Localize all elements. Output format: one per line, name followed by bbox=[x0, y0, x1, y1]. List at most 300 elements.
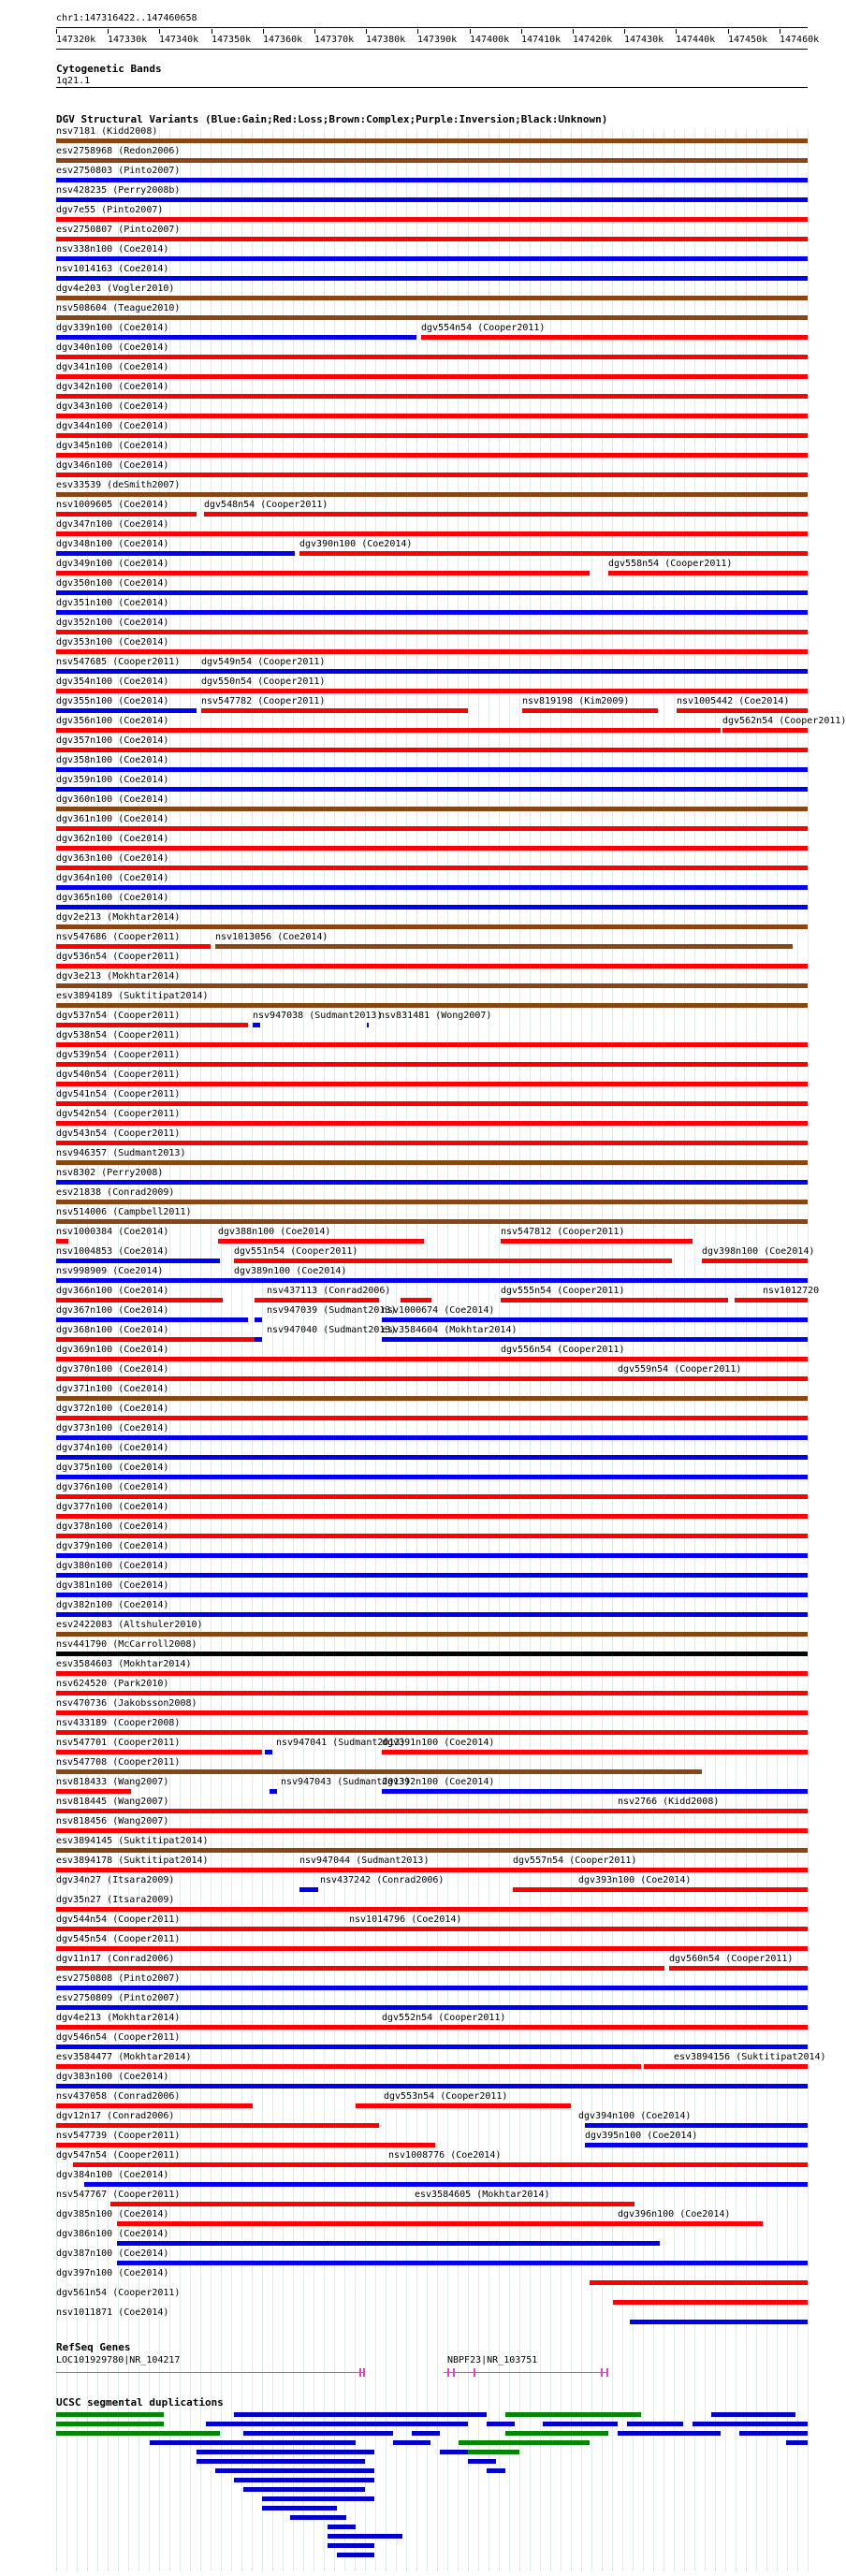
dgv-variant-bar[interactable] bbox=[56, 1553, 808, 1558]
dgv-variant-bar[interactable] bbox=[255, 1317, 262, 1322]
dgv-variant-label[interactable]: nsv1000384 (Coe2014) bbox=[56, 1227, 169, 1237]
dgv-variant-label[interactable]: dgv351n100 (Coe2014) bbox=[56, 598, 169, 608]
dgv-variant-bar[interactable] bbox=[56, 1298, 223, 1303]
dgv-variant-label[interactable]: dgv553n54 (Cooper2011) bbox=[384, 2091, 508, 2102]
dgv-variant-bar[interactable] bbox=[56, 885, 808, 890]
segdup-bar[interactable] bbox=[234, 2412, 468, 2417]
dgv-variant-bar[interactable] bbox=[56, 473, 808, 477]
dgv-variant-bar[interactable] bbox=[585, 2123, 808, 2128]
dgv-variant-label[interactable]: dgv4e213 (Mokhtar2014) bbox=[56, 2013, 181, 2023]
dgv-variant-label[interactable]: dgv2e213 (Mokhtar2014) bbox=[56, 912, 181, 923]
dgv-variant-label[interactable]: nsv1014163 (Coe2014) bbox=[56, 264, 169, 274]
dgv-variant-bar[interactable] bbox=[735, 1298, 808, 1303]
dgv-variant-bar[interactable] bbox=[608, 571, 808, 575]
dgv-variant-bar[interactable] bbox=[585, 2143, 808, 2147]
dgv-variant-label[interactable]: dgv359n100 (Coe2014) bbox=[56, 775, 169, 785]
dgv-variant-label[interactable]: dgv352n100 (Coe2014) bbox=[56, 618, 169, 628]
dgv-variant-label[interactable]: dgv379n100 (Coe2014) bbox=[56, 1541, 169, 1551]
dgv-variant-label[interactable]: dgv558n54 (Cooper2011) bbox=[608, 559, 733, 569]
dgv-variant-label[interactable]: dgv349n100 (Coe2014) bbox=[56, 559, 169, 569]
dgv-variant-label[interactable]: dgv559n54 (Cooper2011) bbox=[618, 1364, 742, 1375]
dgv-variant-label[interactable]: dgv546n54 (Cooper2011) bbox=[56, 2032, 181, 2043]
dgv-variant-bar[interactable] bbox=[56, 1357, 808, 1361]
dgv-variant-label[interactable]: dgv387n100 (Coe2014) bbox=[56, 2249, 169, 2259]
dgv-variant-bar[interactable] bbox=[56, 630, 808, 634]
dgv-variant-bar[interactable] bbox=[56, 512, 197, 517]
dgv-variant-label[interactable]: nsv1000674 (Coe2014) bbox=[382, 1305, 495, 1316]
dgv-variant-label[interactable]: dgv368n100 (Coe2014) bbox=[56, 1325, 169, 1335]
dgv-variant-bar[interactable] bbox=[215, 944, 793, 949]
dgv-variant-bar[interactable] bbox=[56, 551, 295, 556]
dgv-variant-bar[interactable] bbox=[56, 944, 211, 949]
dgv-variant-label[interactable]: dgv342n100 (Coe2014) bbox=[56, 382, 169, 392]
dgv-variant-bar[interactable] bbox=[382, 1337, 808, 1342]
dgv-variant-label[interactable]: dgv389n100 (Coe2014) bbox=[234, 1266, 347, 1276]
dgv-variant-bar[interactable] bbox=[56, 1828, 808, 1833]
dgv-variant-bar[interactable] bbox=[56, 1868, 808, 1872]
dgv-variant-bar[interactable] bbox=[56, 924, 808, 929]
dgv-variant-label[interactable]: nsv508604 (Teague2010) bbox=[56, 303, 181, 313]
segdup-bar[interactable] bbox=[243, 2431, 393, 2436]
dgv-variant-label[interactable]: dgv391n100 (Coe2014) bbox=[382, 1738, 495, 1748]
dgv-variant-label[interactable]: dgv367n100 (Coe2014) bbox=[56, 1305, 169, 1316]
segdup-bar[interactable] bbox=[206, 2422, 468, 2426]
dgv-variant-label[interactable]: dgv11n17 (Conrad2006) bbox=[56, 1954, 175, 1964]
dgv-variant-bar[interactable] bbox=[117, 2241, 660, 2246]
segdup-bar[interactable] bbox=[337, 2553, 374, 2557]
dgv-variant-label[interactable]: dgv395n100 (Coe2014) bbox=[585, 2131, 698, 2141]
dgv-variant-bar[interactable] bbox=[56, 256, 808, 261]
dgv-variant-label[interactable]: nsv7181 (Kidd2008) bbox=[56, 126, 158, 137]
dgv-variant-bar[interactable] bbox=[669, 1966, 808, 1971]
dgv-variant-bar[interactable] bbox=[56, 2005, 808, 2010]
dgv-variant-bar[interactable] bbox=[56, 983, 808, 988]
dgv-variant-bar[interactable] bbox=[56, 689, 808, 693]
dgv-variant-label[interactable]: dgv552n54 (Cooper2011) bbox=[382, 2013, 506, 2023]
dgv-variant-bar[interactable] bbox=[56, 335, 416, 340]
dgv-variant-label[interactable]: dgv544n54 (Cooper2011) bbox=[56, 1914, 181, 1925]
dgv-variant-label[interactable]: dgv350n100 (Coe2014) bbox=[56, 578, 169, 589]
dgv-variant-bar[interactable] bbox=[382, 1750, 808, 1754]
cytoband-label[interactable]: 1q21.1 bbox=[56, 76, 91, 86]
dgv-variant-bar[interactable] bbox=[367, 1023, 369, 1027]
dgv-variant-bar[interactable] bbox=[56, 571, 590, 575]
dgv-variant-label[interactable]: dgv560n54 (Cooper2011) bbox=[669, 1954, 794, 1964]
segdup-bar[interactable] bbox=[468, 2450, 519, 2454]
segdup-bar[interactable] bbox=[56, 2412, 164, 2417]
dgv-variant-bar[interactable] bbox=[56, 1710, 808, 1715]
dgv-variant-bar[interactable] bbox=[388, 2162, 808, 2167]
dgv-variant-bar[interactable] bbox=[56, 1848, 808, 1853]
dgv-variant-label[interactable]: nsv514006 (Campbell2011) bbox=[56, 1207, 192, 1217]
dgv-variant-label[interactable]: nsv947044 (Sudmant2013) bbox=[299, 1856, 430, 1866]
dgv-variant-bar[interactable] bbox=[84, 2182, 808, 2187]
dgv-variant-label[interactable]: dgv371n100 (Coe2014) bbox=[56, 1384, 169, 1394]
segdup-bar[interactable] bbox=[197, 2459, 365, 2464]
dgv-variant-label[interactable]: dgv538n54 (Cooper2011) bbox=[56, 1030, 181, 1041]
dgv-variant-label[interactable]: dgv539n54 (Cooper2011) bbox=[56, 1050, 181, 1060]
dgv-variant-label[interactable]: dgv344n100 (Coe2014) bbox=[56, 421, 169, 431]
dgv-variant-bar[interactable] bbox=[513, 1887, 808, 1892]
dgv-variant-bar[interactable] bbox=[56, 964, 808, 968]
dgv-variant-bar[interactable] bbox=[270, 1789, 277, 1794]
dgv-variant-bar[interactable] bbox=[299, 1887, 318, 1892]
dgv-variant-bar[interactable] bbox=[56, 158, 808, 163]
dgv-variant-label[interactable]: nsv1011871 (Coe2014) bbox=[56, 2307, 169, 2318]
segdup-bar[interactable] bbox=[468, 2459, 496, 2464]
segdup-bar[interactable] bbox=[505, 2431, 608, 2436]
dgv-variant-label[interactable]: dgv381n100 (Coe2014) bbox=[56, 1580, 169, 1591]
dgv-variant-label[interactable]: nsv946357 (Sudmant2013) bbox=[56, 1148, 186, 1158]
dgv-variant-bar[interactable] bbox=[56, 1671, 808, 1676]
dgv-variant-label[interactable]: dgv377n100 (Coe2014) bbox=[56, 1502, 169, 1512]
dgv-variant-label[interactable]: dgv555n54 (Cooper2011) bbox=[501, 1286, 625, 1296]
dgv-variant-bar[interactable] bbox=[56, 2064, 641, 2069]
segdup-bar[interactable] bbox=[328, 2543, 374, 2548]
segdup-bar[interactable] bbox=[487, 2468, 505, 2473]
dgv-variant-label[interactable]: dgv384n100 (Coe2014) bbox=[56, 2170, 169, 2180]
dgv-variant-label[interactable]: nsv818445 (Wang2007) bbox=[56, 1797, 169, 1807]
dgv-variant-bar[interactable] bbox=[56, 1769, 702, 1774]
dgv-variant-label[interactable]: esv21838 (Conrad2009) bbox=[56, 1187, 175, 1198]
dgv-variant-bar[interactable] bbox=[56, 453, 808, 458]
dgv-variant-label[interactable]: dgv373n100 (Coe2014) bbox=[56, 1423, 169, 1434]
dgv-variant-label[interactable]: dgv339n100 (Coe2014) bbox=[56, 323, 169, 333]
dgv-variant-label[interactable]: dgv396n100 (Coe2014) bbox=[618, 2209, 731, 2219]
dgv-variant-label[interactable]: nsv1012720 bbox=[763, 1286, 820, 1296]
segdup-bar[interactable] bbox=[412, 2431, 440, 2436]
dgv-variant-bar[interactable] bbox=[56, 1750, 262, 1754]
dgv-variant-bar[interactable] bbox=[382, 1789, 808, 1794]
segdup-bar[interactable] bbox=[739, 2431, 808, 2436]
dgv-variant-label[interactable]: dgv554n54 (Cooper2011) bbox=[421, 323, 546, 333]
dgv-variant-label[interactable]: nsv1013056 (Coe2014) bbox=[215, 932, 328, 942]
dgv-variant-bar[interactable] bbox=[56, 669, 808, 674]
dgv-variant-label[interactable]: dgv370n100 (Coe2014) bbox=[56, 1364, 169, 1375]
dgv-variant-label[interactable]: dgv397n100 (Coe2014) bbox=[56, 2268, 169, 2278]
dgv-variant-label[interactable]: nsv547739 (Cooper2011) bbox=[56, 2131, 181, 2141]
segdup-bar[interactable] bbox=[56, 2422, 164, 2426]
dgv-variant-bar[interactable] bbox=[56, 807, 808, 811]
dgv-variant-bar[interactable] bbox=[56, 1691, 808, 1696]
dgv-variant-label[interactable]: nsv947041 (Sudmant2013) bbox=[276, 1738, 406, 1748]
dgv-variant-bar[interactable] bbox=[56, 414, 808, 418]
dgv-variant-bar[interactable] bbox=[56, 1612, 808, 1617]
dgv-variant-label[interactable]: dgv562n54 (Cooper2011) bbox=[722, 716, 846, 726]
dgv-variant-label[interactable]: nsv947040 (Sudmant2013) bbox=[267, 1325, 397, 1335]
segdup-bar[interactable] bbox=[243, 2487, 365, 2492]
dgv-variant-bar[interactable] bbox=[56, 197, 808, 202]
dgv-variant-bar[interactable] bbox=[56, 1082, 808, 1086]
dgv-variant-bar[interactable] bbox=[56, 1632, 808, 1637]
dgv-variant-bar[interactable] bbox=[382, 1317, 808, 1322]
dgv-variant-bar[interactable] bbox=[265, 1750, 272, 1754]
dgv-variant-label[interactable]: dgv347n100 (Coe2014) bbox=[56, 519, 169, 530]
segdup-bar[interactable] bbox=[328, 2534, 402, 2539]
dgv-variant-bar[interactable] bbox=[299, 551, 808, 556]
dgv-variant-label[interactable]: dgv536n54 (Cooper2011) bbox=[56, 952, 181, 962]
segdup-bar[interactable] bbox=[505, 2412, 641, 2417]
dgv-variant-bar[interactable] bbox=[56, 1259, 220, 1263]
dgv-variant-bar[interactable] bbox=[56, 1730, 808, 1735]
dgv-variant-label[interactable]: nsv818433 (Wang2007) bbox=[56, 1777, 169, 1787]
dgv-variant-label[interactable]: dgv358n100 (Coe2014) bbox=[56, 755, 169, 765]
segdup-bar[interactable] bbox=[487, 2422, 515, 2426]
dgv-variant-bar[interactable] bbox=[56, 374, 808, 379]
dgv-variant-bar[interactable] bbox=[56, 1475, 808, 1479]
dgv-variant-bar[interactable] bbox=[56, 610, 808, 615]
dgv-variant-label[interactable]: dgv348n100 (Coe2014) bbox=[56, 539, 169, 549]
dgv-variant-bar[interactable] bbox=[56, 1317, 248, 1322]
dgv-variant-bar[interactable] bbox=[56, 787, 808, 792]
refseq-gene-label[interactable]: NBPF23|NR_103751 bbox=[447, 2355, 538, 2365]
dgv-variant-bar[interactable] bbox=[56, 708, 197, 713]
dgv-variant-bar[interactable] bbox=[56, 649, 808, 654]
dgv-variant-label[interactable]: dgv542n54 (Cooper2011) bbox=[56, 1109, 181, 1119]
dgv-variant-label[interactable]: dgv356n100 (Coe2014) bbox=[56, 716, 169, 726]
segdup-bar[interactable] bbox=[393, 2440, 430, 2445]
dgv-variant-bar[interactable] bbox=[56, 1416, 808, 1420]
dgv-variant-label[interactable]: esv2750807 (Pinto2007) bbox=[56, 225, 181, 235]
dgv-variant-label[interactable]: dgv340n100 (Coe2014) bbox=[56, 342, 169, 353]
dgv-variant-bar[interactable] bbox=[253, 1023, 260, 1027]
dgv-variant-label[interactable]: esv3584477 (Mokhtar2014) bbox=[56, 2052, 192, 2062]
dgv-variant-bar[interactable] bbox=[201, 708, 468, 713]
dgv-variant-label[interactable]: dgv383n100 (Coe2014) bbox=[56, 2072, 169, 2082]
dgv-variant-label[interactable]: nsv2766 (Kidd2008) bbox=[618, 1797, 720, 1807]
dgv-variant-label[interactable]: nsv547701 (Cooper2011) bbox=[56, 1738, 181, 1748]
dgv-variant-bar[interactable] bbox=[56, 1652, 808, 1656]
dgv-variant-label[interactable]: dgv374n100 (Coe2014) bbox=[56, 1443, 169, 1453]
segdup-bar[interactable] bbox=[440, 2450, 468, 2454]
dgv-variant-bar[interactable] bbox=[56, 1200, 808, 1204]
dgv-variant-bar[interactable] bbox=[56, 1376, 808, 1381]
dgv-variant-label[interactable]: esv3894156 (Suktitipat2014) bbox=[674, 2052, 826, 2062]
dgv-variant-label[interactable]: dgv550n54 (Cooper2011) bbox=[201, 677, 326, 687]
dgv-variant-bar[interactable] bbox=[56, 1907, 808, 1912]
dgv-variant-label[interactable]: dgv366n100 (Coe2014) bbox=[56, 1286, 169, 1296]
dgv-variant-bar[interactable] bbox=[56, 1494, 808, 1499]
dgv-variant-label[interactable]: dgv361n100 (Coe2014) bbox=[56, 814, 169, 824]
dgv-variant-bar[interactable] bbox=[56, 1160, 808, 1165]
dgv-variant-label[interactable]: nsv1014796 (Coe2014) bbox=[349, 1914, 462, 1925]
dgv-variant-bar[interactable] bbox=[56, 1986, 808, 1990]
dgv-variant-label[interactable]: dgv4e203 (Vogler2010) bbox=[56, 284, 175, 294]
dgv-variant-bar[interactable] bbox=[255, 1298, 379, 1303]
dgv-variant-bar[interactable] bbox=[501, 1239, 693, 1244]
dgv-variant-label[interactable]: dgv34n27 (Itsara2009) bbox=[56, 1875, 175, 1885]
dgv-variant-label[interactable]: nsv1005442 (Coe2014) bbox=[677, 696, 790, 706]
dgv-variant-bar[interactable] bbox=[56, 1239, 68, 1244]
dgv-variant-label[interactable]: nsv1008776 (Coe2014) bbox=[388, 2150, 502, 2161]
segdup-bar[interactable] bbox=[215, 2468, 374, 2473]
dgv-variant-label[interactable]: dgv551n54 (Cooper2011) bbox=[234, 1246, 358, 1257]
dgv-variant-label[interactable]: dgv364n100 (Coe2014) bbox=[56, 873, 169, 883]
dgv-variant-bar[interactable] bbox=[613, 2300, 808, 2305]
dgv-variant-label[interactable]: nsv8302 (Perry2008) bbox=[56, 1168, 164, 1178]
dgv-variant-label[interactable]: dgv363n100 (Coe2014) bbox=[56, 853, 169, 864]
dgv-variant-label[interactable]: dgv556n54 (Cooper2011) bbox=[501, 1345, 625, 1355]
dgv-variant-label[interactable]: nsv624520 (Park2010) bbox=[56, 1679, 169, 1689]
dgv-variant-bar[interactable] bbox=[56, 905, 808, 910]
dgv-variant-bar[interactable] bbox=[401, 1298, 431, 1303]
dgv-variant-label[interactable]: esv3584604 (Mokhtar2014) bbox=[382, 1325, 518, 1335]
dgv-variant-label[interactable]: nsv428235 (Perry2008b) bbox=[56, 185, 181, 196]
dgv-variant-label[interactable]: dgv398n100 (Coe2014) bbox=[702, 1246, 815, 1257]
dgv-variant-label[interactable]: dgv375n100 (Coe2014) bbox=[56, 1463, 169, 1473]
dgv-variant-label[interactable]: nsv437113 (Conrad2006) bbox=[267, 1286, 391, 1296]
dgv-variant-label[interactable]: nsv947043 (Sudmant2013) bbox=[281, 1777, 411, 1787]
dgv-variant-bar[interactable] bbox=[56, 1534, 808, 1538]
dgv-variant-label[interactable]: dgv355n100 (Coe2014) bbox=[56, 696, 169, 706]
dgv-variant-bar[interactable] bbox=[56, 1966, 664, 1971]
dgv-variant-bar[interactable] bbox=[56, 217, 808, 222]
dgv-variant-bar[interactable] bbox=[644, 2064, 808, 2069]
dgv-variant-label[interactable]: dgv393n100 (Coe2014) bbox=[578, 1875, 692, 1885]
dgv-variant-label[interactable]: esv2750803 (Pinto2007) bbox=[56, 166, 181, 176]
gene-line[interactable] bbox=[56, 2372, 363, 2373]
dgv-variant-bar[interactable] bbox=[56, 1278, 808, 1283]
dgv-variant-bar[interactable] bbox=[117, 2221, 763, 2226]
dgv-variant-label[interactable]: nsv947039 (Sudmant2013) bbox=[267, 1305, 397, 1316]
dgv-variant-label[interactable]: nsv433189 (Cooper2008) bbox=[56, 1718, 181, 1728]
dgv-variant-label[interactable]: nsv547685 (Cooper2011) bbox=[56, 657, 181, 667]
dgv-variant-bar[interactable] bbox=[677, 708, 808, 713]
dgv-variant-bar[interactable] bbox=[56, 2123, 379, 2128]
dgv-variant-label[interactable]: nsv547767 (Cooper2011) bbox=[56, 2190, 181, 2200]
dgv-variant-label[interactable]: nsv338n100 (Coe2014) bbox=[56, 244, 169, 255]
dgv-variant-label[interactable]: dgv388n100 (Coe2014) bbox=[218, 1227, 331, 1237]
dgv-variant-label[interactable]: nsv819198 (Kim2009) bbox=[522, 696, 630, 706]
dgv-variant-label[interactable]: dgv390n100 (Coe2014) bbox=[299, 539, 413, 549]
segdup-bar[interactable] bbox=[262, 2496, 374, 2501]
dgv-variant-bar[interactable] bbox=[56, 1180, 808, 1185]
dgv-variant-label[interactable]: dgv545n54 (Cooper2011) bbox=[56, 1934, 181, 1944]
dgv-variant-bar[interactable] bbox=[56, 394, 808, 399]
dgv-variant-bar[interactable] bbox=[56, 315, 808, 320]
dgv-variant-label[interactable]: dgv12n17 (Conrad2006) bbox=[56, 2111, 175, 2121]
dgv-variant-label[interactable]: dgv378n100 (Coe2014) bbox=[56, 1521, 169, 1532]
dgv-variant-bar[interactable] bbox=[56, 1023, 248, 1027]
dgv-variant-label[interactable]: dgv557n54 (Cooper2011) bbox=[513, 1856, 637, 1866]
dgv-variant-label[interactable]: dgv376n100 (Coe2014) bbox=[56, 1482, 169, 1492]
dgv-variant-label[interactable]: dgv392n100 (Coe2014) bbox=[382, 1777, 495, 1787]
dgv-variant-label[interactable]: nsv437058 (Conrad2006) bbox=[56, 2091, 181, 2102]
dgv-variant-bar[interactable] bbox=[722, 728, 808, 733]
dgv-variant-bar[interactable] bbox=[56, 2025, 808, 2030]
dgv-variant-label[interactable]: dgv369n100 (Coe2014) bbox=[56, 1345, 169, 1355]
segdup-bar[interactable] bbox=[262, 2506, 337, 2511]
dgv-variant-label[interactable]: esv2422083 (Altshuler2010) bbox=[56, 1620, 203, 1630]
dgv-variant-label[interactable]: dgv35n27 (Itsara2009) bbox=[56, 1895, 175, 1905]
dgv-variant-label[interactable]: nsv947038 (Sudmant2013) bbox=[253, 1011, 383, 1021]
dgv-variant-bar[interactable] bbox=[501, 1298, 728, 1303]
dgv-variant-bar[interactable] bbox=[255, 1337, 262, 1342]
segdup-bar[interactable] bbox=[290, 2515, 346, 2520]
refseq-gene-label[interactable]: LOC101929780|NR_104217 bbox=[56, 2355, 181, 2365]
segdup-bar[interactable] bbox=[468, 2412, 487, 2417]
dgv-variant-bar[interactable] bbox=[56, 237, 808, 241]
dgv-variant-bar[interactable] bbox=[702, 1259, 808, 1263]
dgv-variant-bar[interactable] bbox=[218, 1239, 424, 1244]
segdup-bar[interactable] bbox=[328, 2525, 356, 2529]
dgv-variant-label[interactable]: dgv360n100 (Coe2014) bbox=[56, 794, 169, 805]
dgv-variant-bar[interactable] bbox=[73, 2162, 401, 2167]
dgv-variant-bar[interactable] bbox=[56, 433, 808, 438]
dgv-variant-bar[interactable] bbox=[56, 296, 808, 300]
dgv-variant-label[interactable]: esv3894189 (Suktitipat2014) bbox=[56, 991, 209, 1001]
dgv-variant-label[interactable]: esv33539 (deSmith2007) bbox=[56, 480, 181, 490]
dgv-variant-bar[interactable] bbox=[56, 1121, 808, 1126]
dgv-variant-label[interactable]: dgv394n100 (Coe2014) bbox=[578, 2111, 692, 2121]
dgv-variant-bar[interactable] bbox=[56, 2084, 808, 2088]
dgv-variant-label[interactable]: dgv540n54 (Cooper2011) bbox=[56, 1070, 181, 1080]
dgv-variant-bar[interactable] bbox=[56, 2045, 808, 2049]
segdup-bar[interactable] bbox=[693, 2422, 808, 2426]
dgv-variant-label[interactable]: dgv372n100 (Coe2014) bbox=[56, 1404, 169, 1414]
dgv-variant-label[interactable]: nsv547686 (Cooper2011) bbox=[56, 932, 181, 942]
dgv-variant-bar[interactable] bbox=[56, 748, 808, 752]
segdup-bar[interactable] bbox=[150, 2440, 356, 2445]
dgv-variant-label[interactable]: nsv547708 (Cooper2011) bbox=[56, 1757, 181, 1768]
dgv-variant-label[interactable]: dgv343n100 (Coe2014) bbox=[56, 401, 169, 412]
dgv-variant-bar[interactable] bbox=[56, 866, 808, 870]
dgv-variant-bar[interactable] bbox=[56, 1593, 808, 1597]
dgv-variant-label[interactable]: dgv341n100 (Coe2014) bbox=[56, 362, 169, 372]
dgv-variant-label[interactable]: esv3584605 (Mokhtar2014) bbox=[415, 2190, 550, 2200]
dgv-variant-label[interactable]: dgv345n100 (Coe2014) bbox=[56, 441, 169, 451]
dgv-variant-bar[interactable] bbox=[56, 1101, 808, 1106]
dgv-variant-bar[interactable] bbox=[56, 846, 808, 851]
dgv-variant-bar[interactable] bbox=[56, 1514, 808, 1519]
dgv-variant-bar[interactable] bbox=[522, 708, 658, 713]
dgv-variant-label[interactable]: nsv547812 (Cooper2011) bbox=[501, 1227, 625, 1237]
dgv-variant-label[interactable]: esv2750808 (Pinto2007) bbox=[56, 1973, 181, 1984]
dgv-variant-label[interactable]: dgv7e55 (Pinto2007) bbox=[56, 205, 164, 215]
dgv-variant-bar[interactable] bbox=[356, 2103, 571, 2108]
dgv-variant-bar[interactable] bbox=[56, 2143, 435, 2147]
dgv-variant-bar[interactable] bbox=[56, 1042, 808, 1047]
dgv-variant-bar[interactable] bbox=[56, 728, 721, 733]
dgv-variant-label[interactable]: dgv382n100 (Coe2014) bbox=[56, 1600, 169, 1610]
dgv-variant-bar[interactable] bbox=[56, 531, 808, 536]
dgv-variant-label[interactable]: nsv1004853 (Coe2014) bbox=[56, 1246, 169, 1257]
dgv-variant-label[interactable]: nsv441790 (McCarroll2008) bbox=[56, 1639, 197, 1650]
dgv-variant-label[interactable]: nsv437242 (Conrad2006) bbox=[320, 1875, 445, 1885]
dgv-variant-label[interactable]: dgv3e213 (Mokhtar2014) bbox=[56, 971, 181, 982]
dgv-variant-bar[interactable] bbox=[630, 2320, 808, 2324]
dgv-variant-label[interactable]: dgv561n54 (Cooper2011) bbox=[56, 2288, 181, 2298]
dgv-variant-bar[interactable] bbox=[56, 1141, 808, 1145]
dgv-variant-bar[interactable] bbox=[56, 138, 808, 143]
dgv-variant-label[interactable]: nsv547782 (Cooper2011) bbox=[201, 696, 326, 706]
dgv-variant-label[interactable]: esv3584603 (Mokhtar2014) bbox=[56, 1659, 192, 1669]
dgv-variant-bar[interactable] bbox=[56, 826, 808, 831]
dgv-variant-label[interactable]: nsv470736 (Jakobsson2008) bbox=[56, 1698, 197, 1709]
dgv-variant-bar[interactable] bbox=[56, 1435, 808, 1440]
dgv-variant-bar[interactable] bbox=[56, 1927, 808, 1931]
dgv-variant-bar[interactable] bbox=[421, 335, 808, 340]
dgv-variant-label[interactable]: dgv543n54 (Cooper2011) bbox=[56, 1128, 181, 1139]
dgv-variant-bar[interactable] bbox=[56, 767, 808, 772]
dgv-variant-label[interactable]: dgv353n100 (Coe2014) bbox=[56, 637, 169, 648]
dgv-variant-bar[interactable] bbox=[56, 1809, 808, 1813]
dgv-variant-label[interactable]: dgv385n100 (Coe2014) bbox=[56, 2209, 169, 2219]
dgv-variant-bar[interactable] bbox=[117, 2261, 808, 2265]
dgv-variant-bar[interactable] bbox=[56, 1455, 808, 1460]
dgv-variant-bar[interactable] bbox=[56, 1946, 808, 1951]
dgv-variant-bar[interactable] bbox=[590, 2280, 808, 2285]
